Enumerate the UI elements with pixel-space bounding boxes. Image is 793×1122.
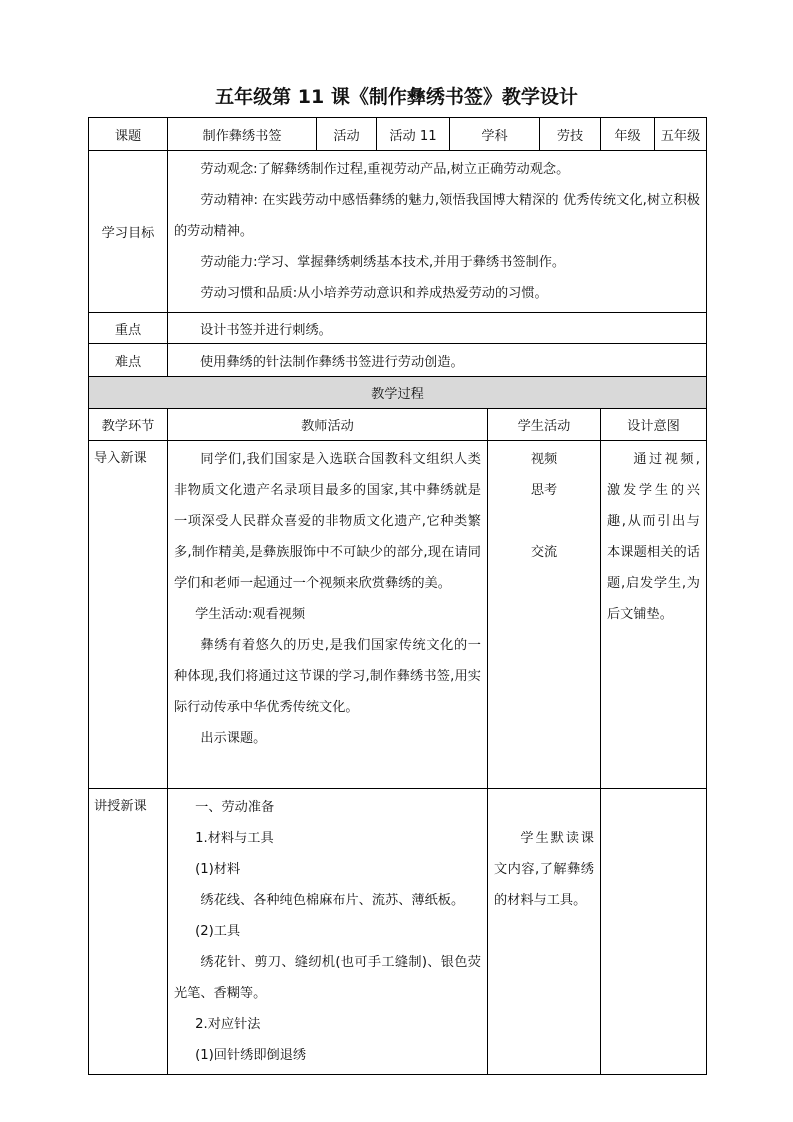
difficulty-value: 使用彝绣的针法制作彝绣书签进行劳动创造。 — [168, 344, 707, 377]
intro-paragraph: 出示课题。 — [200, 731, 267, 746]
lesson-student — [488, 789, 601, 1075]
lesson-line: (1)回针绣即倒退绣 — [195, 1048, 307, 1063]
topic-value: 制作彝绣书签 — [168, 118, 317, 151]
goals-row — [89, 151, 707, 313]
lesson-line: 绣花线、各种纯色棉麻布片、流苏、薄纸板。 — [200, 893, 465, 908]
process-columns-row — [89, 409, 707, 441]
goals-content — [168, 151, 707, 313]
goal-item: 劳动精神: 在实践劳动中感悟彝绣的魅力,领悟我国博大精深的 优秀传统文化,树立积极的劳动精神。 — [174, 193, 700, 239]
intro-paragraph: 彝绣有着悠久的历史,是我们国家传统文化的一种体现,我们将通过这节课的学习,制作彝绣书签,用实际行动传承中华优秀传统文化。 — [174, 638, 481, 715]
lesson-line: 绣花针、剪刀、缝纫机(也可手工缝制)、银色荧光笔、香糊等。 — [174, 955, 481, 1001]
lesson-intent — [601, 789, 707, 1075]
lesson-line: (1)材料 — [195, 862, 241, 877]
goal-item: 劳动能力:学习、掌握彝绣刺绣基本技术,并用于彝绣书签制作。 — [200, 255, 566, 270]
activity-label: 活动 — [317, 118, 377, 151]
lesson-line: 2.对应针法 — [195, 1017, 261, 1032]
col-intent: 设计意图 — [601, 409, 707, 441]
intro-student-item: 思考 — [530, 483, 558, 498]
lesson-stage: 讲授新课 — [89, 789, 168, 1075]
intro-student — [488, 441, 601, 789]
lesson-teacher — [168, 789, 488, 1075]
lesson-plan-table — [88, 117, 707, 1075]
goals-label: 学习目标 — [89, 151, 168, 313]
key-point-label: 重点 — [89, 313, 168, 344]
process-heading-row — [89, 377, 707, 409]
lesson-line: 一、劳动准备 — [195, 800, 275, 815]
lesson-line: (2)工具 — [195, 924, 241, 939]
intro-paragraph: 学生活动:观看视频 — [195, 607, 306, 622]
goal-item: 劳动习惯和品质:从小培养劳动意识和养成热爱劳动的习惯。 — [200, 286, 548, 301]
header-row — [89, 118, 707, 151]
subject-label: 学科 — [450, 118, 540, 151]
difficulty-row — [89, 344, 707, 377]
col-student: 学生活动 — [488, 409, 601, 441]
intro-student-item: 交流 — [530, 545, 558, 560]
lesson-row — [89, 789, 707, 1075]
intro-teacher — [168, 441, 488, 789]
document-title: 五年级第 11 课《制作彝绣书签》教学设计 — [215, 86, 578, 108]
lesson-student-text: 学生默读课文内容,了解彝绣的材料与工具。 — [494, 831, 594, 908]
intro-intent — [601, 441, 707, 789]
difficulty-label: 难点 — [89, 344, 168, 377]
topic-label: 课题 — [89, 118, 168, 151]
lesson-line: 1.材料与工具 — [195, 831, 274, 846]
col-stage: 教学环节 — [89, 409, 168, 441]
goal-item: 劳动观念:了解彝绣制作过程,重视劳动产品,树立正确劳动观念。 — [200, 162, 570, 177]
activity-value: 活动 11 — [377, 118, 450, 151]
process-heading: 教学过程 — [89, 377, 707, 409]
grade-label: 年级 — [601, 118, 655, 151]
key-point-value: 设计书签并进行刺绣。 — [168, 313, 707, 344]
intro-student-item: 视频 — [530, 452, 558, 467]
grade-value: 五年级 — [655, 118, 707, 151]
subject-value: 劳技 — [540, 118, 601, 151]
key-point-row — [89, 313, 707, 344]
intro-stage: 导入新课 — [89, 441, 168, 789]
intro-paragraph: 同学们,我们国家是入选联合国教科文组织人类非物质文化遗产名录项目最多的国家,其中彝绣就是一项深受人民群众喜爱的非物质文化遗产,它种类繁多,制作精美,是彝族服饰中不可缺少的部分,现在请同学们和老师一起通过一个视频来欣赏彝绣的美。 — [174, 452, 481, 591]
intro-intent-text: 通过视频,激发学生的兴趣,从而引出与本课题相关的话题,启发学生,为后文铺垫。 — [607, 452, 700, 622]
intro-row — [89, 441, 707, 789]
col-teacher: 教师活动 — [168, 409, 488, 441]
